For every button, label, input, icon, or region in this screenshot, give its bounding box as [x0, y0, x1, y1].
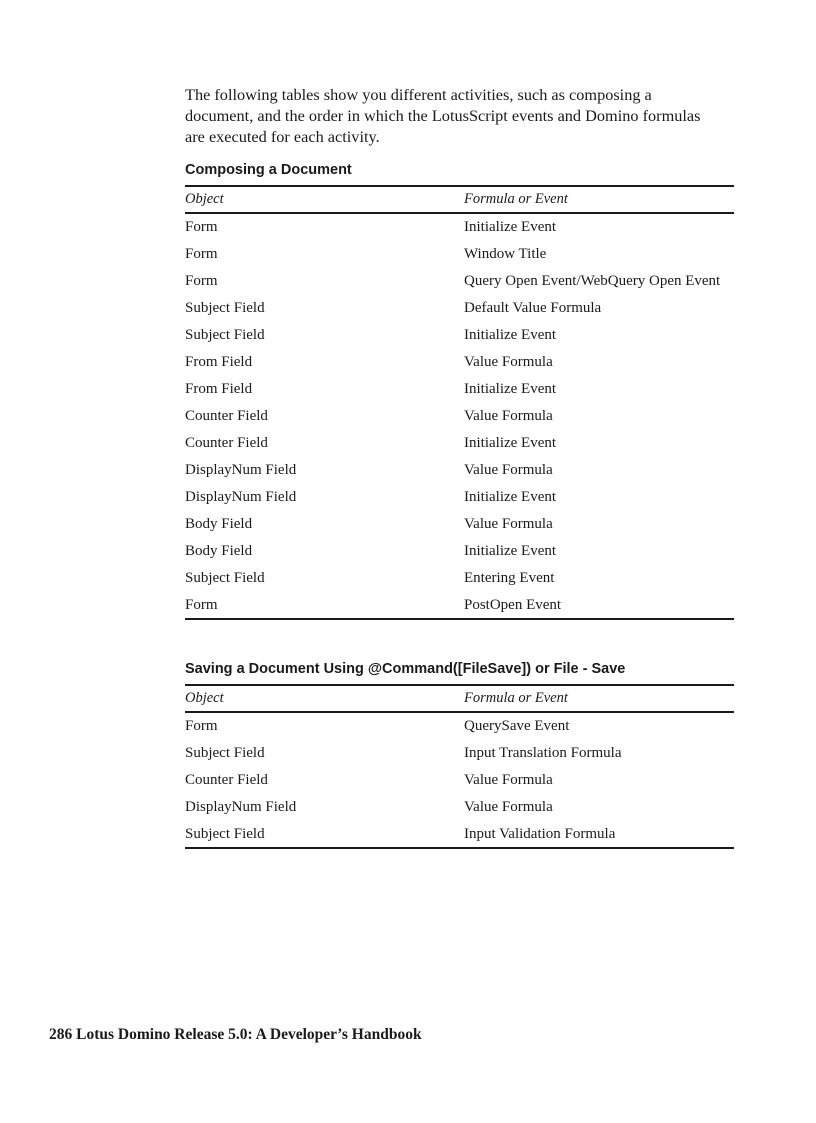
cell-object: Body Field [185, 543, 253, 559]
cell-formula-event: Initialize Event [464, 381, 557, 397]
table-header-row [185, 186, 734, 213]
table-row [185, 511, 734, 538]
table-row [185, 430, 734, 457]
cell-object: Subject Field [185, 826, 265, 842]
cell-formula-event: Value Formula [464, 408, 553, 424]
cell-formula-event: Input Translation Formula [464, 745, 622, 761]
cell-object: Subject Field [185, 327, 265, 343]
saving-table [185, 684, 734, 849]
column-header-object: Object [185, 191, 224, 207]
cell-formula-event: Value Formula [464, 462, 553, 478]
cell-object: DisplayNum Field [185, 489, 297, 505]
cell-formula-event: Value Formula [464, 799, 553, 815]
cell-formula-event: Initialize Event [464, 327, 557, 343]
table-row [185, 592, 734, 619]
table-row [185, 241, 734, 268]
cell-object: Subject Field [185, 300, 265, 316]
table-row [185, 376, 734, 403]
cell-formula-event: Initialize Event [464, 543, 557, 559]
table-title-composing: Composing a Document [185, 162, 352, 178]
table-row [185, 322, 734, 349]
table-row [185, 794, 734, 821]
table-row [185, 767, 734, 794]
cell-formula-event: PostOpen Event [464, 597, 562, 613]
table-row [185, 565, 734, 592]
table-row [185, 403, 734, 430]
cell-object: Counter Field [185, 408, 268, 424]
cell-formula-event: Input Validation Formula [464, 826, 616, 842]
table-row [185, 821, 734, 848]
table-header-row [185, 685, 734, 712]
table-row [185, 538, 734, 565]
table-row [185, 484, 734, 511]
cell-formula-event: Value Formula [464, 354, 553, 370]
cell-formula-event: Window Title [464, 246, 547, 262]
cell-formula-event: Initialize Event [464, 489, 557, 505]
cell-formula-event: Value Formula [464, 516, 553, 532]
table-row [185, 268, 734, 295]
cell-object: Form [185, 718, 218, 734]
cell-formula-event: Entering Event [464, 570, 555, 586]
table-row [185, 740, 734, 767]
cell-formula-event: Initialize Event [464, 435, 557, 451]
table-row [185, 349, 734, 376]
cell-formula-event: Default Value Formula [464, 300, 602, 316]
cell-formula-event: Query Open Event/WebQuery Open Event [464, 273, 721, 289]
cell-object: Subject Field [185, 745, 265, 761]
cell-object: Body Field [185, 516, 253, 532]
column-header-object: Object [185, 690, 224, 706]
cell-formula-event: Value Formula [464, 772, 553, 788]
cell-object: Subject Field [185, 570, 265, 586]
cell-object: Counter Field [185, 772, 268, 788]
column-header-formula-event: Formula or Event [464, 690, 568, 706]
page-footer: 286 Lotus Domino Release 5.0: A Developer’s Handbook [49, 1026, 422, 1043]
composing-table [185, 185, 734, 620]
cell-formula-event: QuerySave Event [464, 718, 570, 734]
table-row [185, 712, 734, 740]
table-title-saving: Saving a Document Using @Command([FileSave]) or File - Save [185, 661, 626, 677]
cell-object: Form [185, 246, 218, 262]
cell-object: From Field [185, 354, 253, 370]
cell-object: Form [185, 219, 218, 235]
cell-object: DisplayNum Field [185, 462, 297, 478]
cell-formula-event: Initialize Event [464, 219, 557, 235]
column-header-formula-event: Formula or Event [464, 191, 568, 207]
cell-object: Counter Field [185, 435, 268, 451]
intro-paragraph: The following tables show you different activities, such as composing a document, and the order in which the LotusScript events and Domino formulas are executed for each activity. [185, 85, 701, 146]
cell-object: Form [185, 273, 218, 289]
table-row [185, 295, 734, 322]
cell-object: From Field [185, 381, 253, 397]
cell-object: DisplayNum Field [185, 799, 297, 815]
table-row [185, 457, 734, 484]
cell-object: Form [185, 597, 218, 613]
table-row [185, 213, 734, 241]
